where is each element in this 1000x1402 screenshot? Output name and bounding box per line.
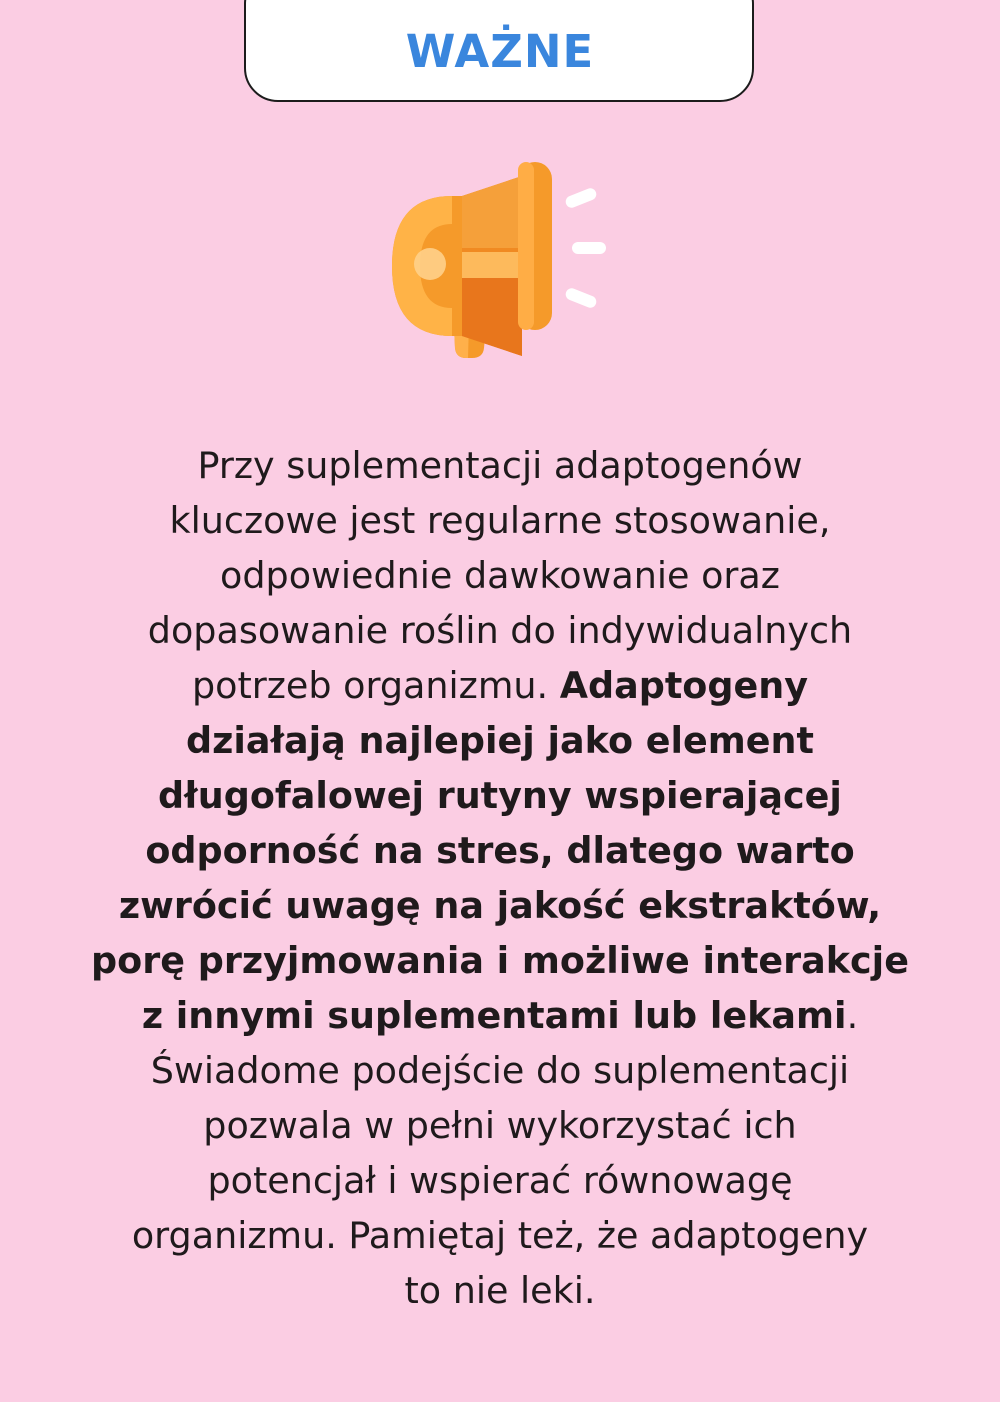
paragraph-line: potencjał i wspierać równowagę [207,1159,793,1202]
megaphone-icon [390,158,620,363]
main-paragraph [60,438,940,1318]
bold-text: Adaptogeny [559,664,809,707]
bold-text: odporność na stres, dlatego warto [145,829,855,872]
paragraph-line: organizmu. Pamiętaj też, że adaptogeny [131,1214,869,1257]
bold-text: zwrócić uwagę na jakość ekstraktów, [118,884,882,927]
paragraph-line: odpowiednie dawkowanie oraz [220,554,780,597]
bold-text: długofalowej rutyny wspierającej [158,774,842,817]
regular-text: potrzeb organizmu. [191,664,560,707]
page-title: WAŻNE [405,25,595,78]
punctuation: . [846,994,859,1037]
paragraph-line: Świadome podejście do suplementacji [150,1049,850,1092]
paragraph-line: pozwala w pełni wykorzystać ich [203,1104,797,1147]
paragraph-line-bold [60,933,940,988]
paragraph-line-bold [60,988,940,1043]
paragraph-line-bold [60,878,940,933]
bold-text: z innymi suplementami lub lekami [141,994,847,1037]
paragraph-line-bold [60,713,940,768]
paragraph-line: to nie leki. [404,1269,596,1312]
paragraph-line: Przy suplementacji adaptogenów [197,444,803,487]
paragraph-line-bold [60,823,940,878]
bold-text: porę przyjmowania i możliwe interakcje [91,939,909,982]
paragraph-line [60,658,940,713]
bold-text: działają najlepiej jako element [185,719,814,762]
paragraph-line: dopasowanie roślin do indywidualnych [147,609,853,652]
paragraph-line: kluczowe jest regularne stosowanie, [169,499,831,542]
paragraph-line-bold [60,768,940,823]
